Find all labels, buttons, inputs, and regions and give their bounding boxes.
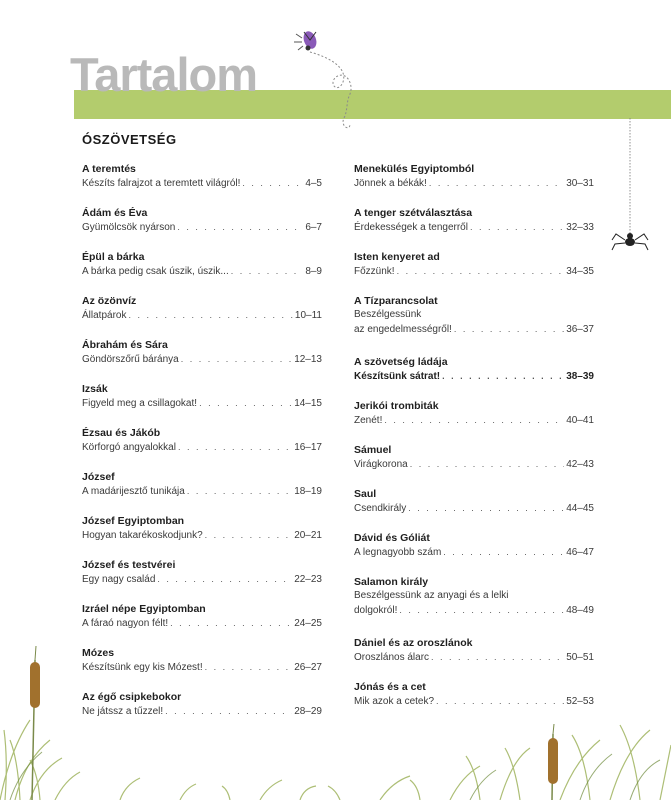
toc-entry-title: A teremtés	[82, 163, 136, 175]
toc-entry[interactable]	[82, 470, 322, 514]
toc-entry-title: Isten kenyeret ad	[354, 251, 440, 263]
toc-entry-line: A fáraó nagyon félt! . . . 24–25	[82, 616, 322, 631]
toc-entry-title: Jónás és a cet	[354, 681, 426, 693]
grass-decoration	[0, 640, 671, 800]
dot-leader	[242, 176, 303, 190]
toc-entry[interactable]	[82, 206, 322, 250]
toc-entry-line: Gyümölcsök nyárson . . . 6–7	[82, 220, 322, 235]
page-number: 52–53	[566, 696, 594, 707]
page-number: 36–37	[566, 324, 594, 335]
page-number: 40–41	[566, 415, 594, 426]
toc-entry[interactable]	[354, 206, 594, 250]
page-number: 34–35	[566, 266, 594, 277]
page-number: 8–9	[305, 266, 322, 277]
dot-leader	[410, 457, 564, 471]
dot-leader	[429, 176, 564, 190]
toc-entry-line: Figyeld meg a csillagokat! . . . 14–15	[82, 396, 322, 411]
toc-entry-title: Jerikói trombiták	[354, 400, 439, 412]
cattail-decoration	[20, 640, 50, 800]
toc-entry-line: Készíts falrajzot a teremtett világról! . . . 4–5	[82, 176, 322, 191]
dot-leader	[181, 352, 292, 366]
page-number: 42–43	[566, 459, 594, 470]
page-number: 24–25	[294, 618, 322, 629]
toc-entry-line: Készítsünk sátrat! . . . 38–39	[354, 369, 594, 384]
toc-entry-line: az engedelmességről! . . . 36–37	[354, 322, 594, 337]
toc-entry[interactable]	[354, 487, 594, 531]
dot-leader	[399, 603, 564, 617]
toc-entry-title: Dániel és az oroszlánok	[354, 637, 473, 649]
toc-entry-title: Menekülés Egyiptomból	[354, 163, 475, 175]
toc-entry-title: József és testvérei	[82, 559, 176, 571]
toc-entry-title: Salamon király	[354, 576, 429, 588]
page-number: 50–51	[566, 652, 594, 663]
dot-leader	[384, 413, 564, 427]
toc-entry-title: Saul	[354, 488, 377, 500]
dot-leader	[157, 572, 292, 586]
toc-entry-line: A legnagyobb szám . . . 46–47	[354, 545, 594, 560]
page-number: 44–45	[566, 503, 594, 514]
page-number: 6–7	[305, 222, 322, 233]
toc-entry[interactable]	[354, 294, 594, 355]
page-number: 28–29	[294, 706, 322, 717]
toc-entry-line: Mik azok a cetek? . . . 52–53	[354, 694, 594, 709]
toc-entry-title: József	[82, 471, 115, 483]
toc-entry[interactable]	[82, 558, 322, 602]
page-number: 46–47	[566, 547, 594, 558]
toc-entry-line: Csendkirály . . . 44–45	[354, 501, 594, 516]
ladybug-icon	[288, 22, 368, 142]
page-number: 38–39	[566, 371, 594, 382]
toc-entry-title: Dávid és Góliát	[354, 532, 430, 544]
toc-entry-title: Épül a bárka	[82, 251, 145, 263]
toc-entry-title: Ézsau és Jákób	[82, 427, 161, 439]
toc-entry-title: József Egyiptomban	[82, 515, 185, 527]
dot-leader	[170, 616, 292, 630]
toc-entry[interactable]	[82, 426, 322, 470]
page-number: 48–49	[566, 605, 594, 616]
toc-entry[interactable]	[82, 338, 322, 382]
toc-entry-line: Készítsünk egy kis Mózest! . . . 26–27	[82, 660, 322, 675]
toc-entry[interactable]	[354, 250, 594, 294]
page-title: Tartalom	[70, 48, 257, 101]
toc-entry-line: dolgokról! . . . 48–49	[354, 603, 594, 618]
toc-entry-title: Izsák	[82, 383, 108, 395]
toc-entry-line: Beszélgessünk az anyagi és a lelki	[354, 590, 509, 601]
toc-entry-line: Zenét! . . . 40–41	[354, 413, 594, 428]
page-number: 16–17	[294, 442, 322, 453]
page-number: 22–23	[294, 574, 322, 585]
toc-entry-title: A Tízparancsolat	[354, 295, 438, 307]
toc-entry-line: Virágkorona . . . 42–43	[354, 457, 594, 472]
dot-leader	[408, 501, 564, 515]
toc-entry-line: Beszélgessünk	[354, 309, 422, 320]
page-number: 20–21	[294, 530, 322, 541]
toc-entry-title: Ádám és Éva	[82, 207, 148, 219]
page-number: 32–33	[566, 222, 594, 233]
toc-entry[interactable]	[354, 399, 594, 443]
dot-leader	[187, 484, 292, 498]
toc-entry-line: A bárka pedig csak úszik, úszik... . . . 8–9	[82, 264, 322, 279]
toc-entry[interactable]	[82, 162, 322, 206]
dot-leader	[443, 545, 564, 559]
toc-entry[interactable]	[82, 382, 322, 426]
dot-leader	[442, 369, 564, 383]
toc-entry-line: Ne játssz a tűzzel! . . . 28–29	[82, 704, 322, 719]
toc-entry-title: Sámuel	[354, 444, 392, 456]
toc-entry-title: Mózes	[82, 647, 115, 659]
toc-entry-line: Főzzünk! . . . 34–35	[354, 264, 594, 279]
toc-entry-line: Érdekességek a tengerről . . . 32–33	[354, 220, 594, 235]
toc-entry-line: A madárijesztő tunikája . . . 18–19	[82, 484, 322, 499]
toc-entry-line: Körforgó angyalokkal . . . 16–17	[82, 440, 322, 455]
page-number: 26–27	[294, 662, 322, 673]
dot-leader	[231, 264, 304, 278]
toc-entry[interactable]	[354, 355, 594, 399]
toc-entry-line: Göndörszőrű báránya . . . 12–13	[82, 352, 322, 367]
dot-leader	[199, 396, 292, 410]
toc-entry[interactable]	[82, 250, 322, 294]
toc-entry[interactable]	[82, 514, 322, 558]
toc-entry-line: Egy nagy család . . . 22–23	[82, 572, 322, 587]
toc-entry[interactable]	[354, 531, 594, 575]
page-number: 4–5	[305, 178, 322, 189]
spider-icon	[610, 118, 650, 258]
dot-leader	[205, 528, 293, 542]
cattail-decoration	[538, 724, 568, 800]
dot-leader	[397, 264, 565, 278]
dot-leader	[177, 220, 303, 234]
dot-leader	[454, 322, 564, 336]
toc-entry-line: Jönnek a békák! . . . 30–31	[354, 176, 594, 191]
page-number: 10–11	[294, 310, 322, 321]
toc-entry[interactable]	[354, 162, 594, 206]
page-number: 30–31	[566, 178, 594, 189]
dot-leader	[128, 308, 292, 322]
page-number: 18–19	[294, 486, 322, 497]
toc-entry[interactable]	[354, 575, 594, 636]
toc-entry-line: Hogyan takarékoskodjunk? . . . 20–21	[82, 528, 322, 543]
toc-entry-title: A tenger szétválasztása	[354, 207, 473, 219]
toc-entry[interactable]	[354, 443, 594, 487]
page-number: 14–15	[294, 398, 322, 409]
dot-leader	[470, 220, 564, 234]
toc-entry-title: Az égő csipkebokor	[82, 691, 182, 703]
section-title: ÓSZÖVETSÉG	[82, 132, 177, 147]
toc-entry-line: Oroszlános álarc . . . 50–51	[354, 650, 594, 665]
toc-entry-title: Az özönvíz	[82, 295, 137, 307]
toc-entry-title: A szövetség ládája	[354, 356, 448, 368]
dot-leader	[178, 440, 292, 454]
toc-entry[interactable]	[82, 294, 322, 338]
toc-entry-title: Izráel népe Egyiptomban	[82, 603, 206, 615]
toc-entry-line: Állatpárok . . . 10–11	[82, 308, 322, 323]
toc-entry-title: Ábrahám és Sára	[82, 339, 168, 351]
page-number: 12–13	[294, 354, 322, 365]
